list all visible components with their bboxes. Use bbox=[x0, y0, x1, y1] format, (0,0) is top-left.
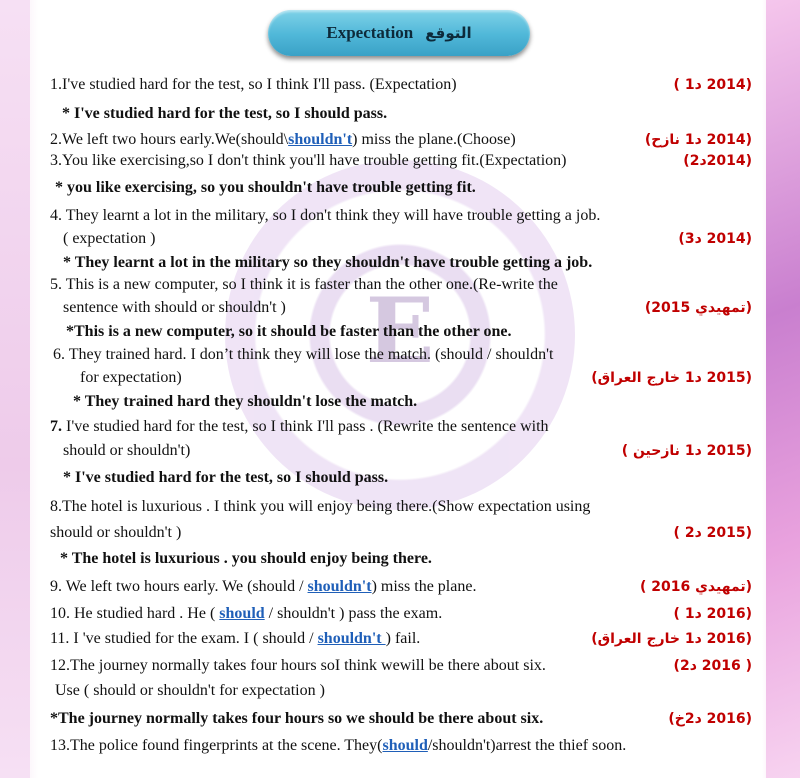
sentence: should or shouldn't) bbox=[63, 442, 191, 459]
exercise-line bbox=[0, 708, 800, 730]
answer-sentence bbox=[62, 103, 387, 125]
exercise-line bbox=[0, 177, 800, 199]
answer-sentence bbox=[73, 391, 417, 413]
question-text-before: 9. We left two hours early. We (should / bbox=[50, 578, 308, 595]
title-arabic: التوقع bbox=[425, 24, 472, 42]
question-text bbox=[50, 655, 546, 677]
exercise-line bbox=[0, 297, 800, 319]
question-text bbox=[50, 74, 457, 96]
exercise-line bbox=[0, 228, 800, 250]
exercise-line bbox=[0, 252, 800, 274]
question-text bbox=[63, 228, 155, 250]
answer-sentence bbox=[60, 548, 432, 570]
question-text-after: ) miss the plane.(Choose) bbox=[352, 131, 516, 148]
title-english: Expectation bbox=[326, 23, 414, 42]
correct-choice: shouldn't bbox=[307, 578, 372, 595]
exercise-line bbox=[0, 150, 800, 172]
sentence: * I've studied hard for the test, so I should pass. bbox=[63, 469, 389, 486]
exercise-line bbox=[0, 274, 800, 296]
sentence: sentence with should or shouldn't ) bbox=[63, 299, 286, 316]
exercise-line bbox=[0, 603, 800, 625]
sentence: 6. They trained hard. I don’t think they will lose the match. (should / shouldn't bbox=[53, 346, 554, 363]
exercise-line bbox=[0, 628, 800, 650]
exercise-line bbox=[0, 548, 800, 570]
sentence: 12.The journey normally takes four hours soI think wewill be there about six. bbox=[50, 657, 546, 674]
question-text bbox=[50, 205, 600, 227]
question-text bbox=[50, 150, 567, 172]
exercise-line bbox=[0, 655, 800, 677]
question-text bbox=[55, 680, 325, 702]
sentence: * you like exercising, so you shouldn't have trouble getting fit. bbox=[55, 179, 476, 196]
question-text bbox=[50, 496, 590, 518]
question-text-after: / shouldn't ) pass the exam. bbox=[264, 605, 443, 622]
sentence: 4. They learnt a lot in the military, so I don't think they will have trouble getting a job. bbox=[50, 207, 601, 224]
question-text bbox=[50, 576, 476, 598]
question-text bbox=[50, 603, 442, 625]
exercise-line bbox=[0, 440, 800, 462]
sentence: 8.The hotel is luxurious . I think you will enjoy being there.(Show expectation using bbox=[50, 498, 591, 515]
sentence: 1.I've studied hard for the test, so I think I'll pass. (Expectation) bbox=[50, 76, 457, 93]
question-text bbox=[80, 367, 182, 389]
exam-reference: (تمهيدي 2016 ) bbox=[639, 579, 752, 595]
exercise-line bbox=[0, 496, 800, 518]
exam-reference: (تمهيدي 2015) bbox=[644, 300, 752, 316]
correct-choice: shouldn't bbox=[317, 630, 386, 647]
exercise-line bbox=[0, 367, 800, 389]
exam-reference: (2016 د1 خارج العراق) bbox=[591, 631, 752, 647]
sentence: I've studied hard for the test, so I think I'll pass . (Rewrite the sentence with bbox=[62, 418, 549, 435]
question-text bbox=[50, 416, 549, 438]
question-text-before: 10. He studied hard . He ( bbox=[50, 605, 220, 622]
sentence: 3.You like exercising,so I don't think you'll have trouble getting fit.(Expectation) bbox=[50, 152, 567, 169]
watermark-logo-letter: E bbox=[365, 278, 435, 384]
question-text bbox=[50, 735, 626, 757]
exercise-line bbox=[0, 680, 800, 702]
exercise-line bbox=[0, 522, 800, 544]
exercise-line bbox=[0, 74, 800, 96]
exercise-line bbox=[0, 129, 800, 151]
exercise-line bbox=[0, 576, 800, 598]
exam-reference: (2015 د1 خارج العراق) bbox=[591, 370, 752, 386]
sentence: 5. This is a new computer, so I think it is faster than the other one.(Re-write the bbox=[50, 276, 558, 293]
sentence: * The hotel is luxurious . you should enjoy being there. bbox=[60, 550, 432, 567]
question-text bbox=[53, 344, 553, 366]
answer-sentence bbox=[50, 708, 543, 730]
exercise-line bbox=[0, 103, 800, 125]
question-text-before: 2.We left two hours early.We(should\ bbox=[50, 131, 289, 148]
exam-reference: (2014 د1 ) bbox=[673, 77, 752, 93]
sentence: *This is a new computer, so it should be faster than the other one. bbox=[66, 323, 512, 340]
question-text bbox=[63, 297, 286, 319]
answer-sentence bbox=[63, 252, 592, 274]
sentence: should or shouldn't ) bbox=[50, 524, 182, 541]
question-text bbox=[50, 274, 558, 296]
exercise-line bbox=[0, 391, 800, 413]
sentence: Use ( should or shouldn't for expectation ) bbox=[55, 682, 325, 699]
sentence: * I've studied hard for the test, so I should pass. bbox=[62, 105, 388, 122]
exercise-line bbox=[0, 344, 800, 366]
exercise-line bbox=[0, 735, 800, 757]
exam-reference: (2015 د2 ) bbox=[673, 525, 752, 541]
sentence: ( expectation ) bbox=[63, 230, 156, 247]
exercise-line bbox=[0, 416, 800, 438]
exercise-line bbox=[0, 467, 800, 489]
answer-sentence bbox=[63, 467, 388, 489]
correct-choice: should bbox=[219, 605, 265, 622]
sentence: * They learnt a lot in the military so they shouldn't have trouble getting a job. bbox=[63, 254, 593, 271]
exam-reference: ( 2016 د2) bbox=[673, 658, 752, 674]
title-banner bbox=[268, 10, 530, 56]
question-text bbox=[50, 129, 516, 151]
exam-reference: (2016 د2خ) bbox=[668, 711, 752, 727]
question-text-after: ) miss the plane. bbox=[371, 578, 477, 595]
exam-reference: (2014د2) bbox=[683, 153, 752, 169]
question-text bbox=[50, 522, 181, 544]
question-text-before: 11. I 've studied for the exam. I ( should / bbox=[50, 630, 318, 647]
correct-choice: shouldn't bbox=[288, 131, 353, 148]
question-text-after: ) fail. bbox=[385, 630, 421, 647]
question-text-after: /shouldn't)arrest the thief soon. bbox=[427, 737, 627, 754]
exam-reference: (2015 د1 نازحين ) bbox=[621, 443, 752, 459]
correct-choice: should bbox=[382, 737, 428, 754]
question-text bbox=[63, 440, 190, 462]
sentence: for expectation) bbox=[80, 369, 182, 386]
question-number: 7. bbox=[50, 418, 62, 435]
exercise-line bbox=[0, 205, 800, 227]
question-text bbox=[50, 628, 420, 650]
exam-reference: (2014 د3) bbox=[678, 231, 752, 247]
answer-sentence bbox=[55, 177, 476, 199]
sentence: * They trained hard they shouldn't lose the match. bbox=[73, 393, 418, 410]
exam-reference: (2016 د1 ) bbox=[673, 606, 752, 622]
answer-sentence bbox=[66, 321, 512, 343]
exam-reference: (2014 د1 نازح) bbox=[644, 132, 752, 148]
exercise-line bbox=[0, 321, 800, 343]
question-text-before: 13.The police found fingerprints at the scene. They( bbox=[50, 737, 383, 754]
sentence: *The journey normally takes four hours so we should be there about six. bbox=[50, 710, 544, 727]
